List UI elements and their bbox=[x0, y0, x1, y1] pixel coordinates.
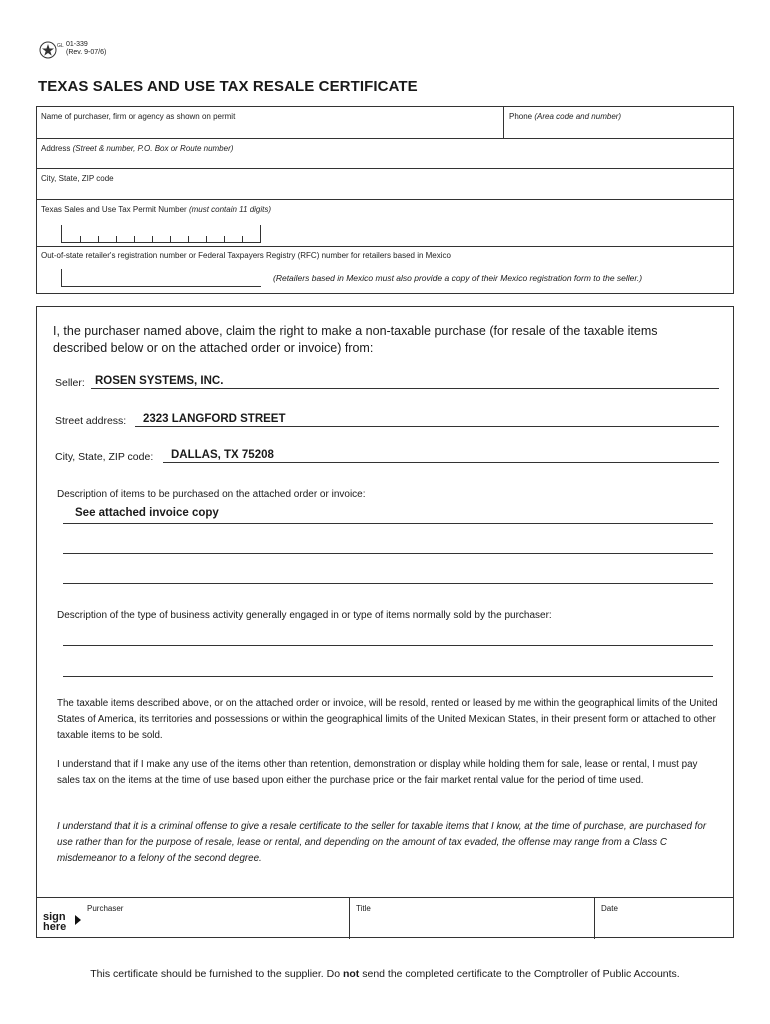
street-line bbox=[135, 426, 719, 427]
outofstate-label: Out-of-state retailer's registration number or Federal Taxpayers Registry (RFC) number for retailers based in Mexico bbox=[41, 251, 451, 260]
signature-row bbox=[37, 897, 733, 939]
address-label-text: Address bbox=[41, 144, 71, 153]
digit-tick bbox=[80, 236, 81, 242]
form-revision: (Rev. 9-07/6) bbox=[66, 49, 107, 56]
business-description-label: Description of the type of business activity generally engaged in or type of items normally sold by the purchaser: bbox=[57, 610, 552, 621]
seller-field[interactable] bbox=[55, 373, 719, 389]
form-header bbox=[38, 40, 138, 62]
page-title: TEXAS SALES AND USE TAX RESALE CERTIFICATE bbox=[38, 78, 418, 95]
digit-tick bbox=[98, 236, 99, 242]
phone-label[interactable] bbox=[509, 112, 621, 121]
title-field[interactable] bbox=[350, 898, 594, 939]
digit-tick bbox=[116, 236, 117, 242]
items-line[interactable] bbox=[63, 523, 713, 524]
city-state-zip-field[interactable] bbox=[55, 447, 719, 463]
digit-tick bbox=[206, 236, 207, 242]
city-state-zip-label: City, State, ZIP code: bbox=[55, 451, 154, 463]
footer-text-bold: not bbox=[342, 968, 360, 980]
outofstate-number-input[interactable] bbox=[61, 269, 261, 287]
street-field[interactable] bbox=[55, 411, 719, 427]
purchaser-signature-field[interactable] bbox=[37, 898, 349, 939]
footer-text-pre: This certificate should be furnished to the supplier. Do bbox=[90, 968, 343, 980]
seller-label: Seller: bbox=[55, 377, 85, 389]
city-label: City, State, ZIP code bbox=[41, 174, 114, 183]
digit-tick bbox=[170, 236, 171, 242]
claim-intro: I, the purchaser named above, claim the right to make a non-taxable purchase (for resale of the taxable items described below or on the attached order or invoice) from: bbox=[53, 324, 658, 355]
business-line[interactable] bbox=[63, 645, 713, 646]
use-tax-statement: I understand that if I make any use of the items other than retention, demonstration or display while holding them for sale, lease or rental, I must pay sales tax on the items at the time of use based upon either the purchase price or the fair market rental value for the period of time used. bbox=[57, 759, 698, 786]
seller-value: ROSEN SYSTEMS, INC. bbox=[95, 375, 224, 387]
permit-digit-boxes[interactable] bbox=[61, 225, 261, 243]
purchaser-label: Purchaser bbox=[87, 904, 124, 913]
digit-tick bbox=[242, 236, 243, 242]
seller-line bbox=[91, 388, 719, 389]
address-hint: (Street & number, P.O. Box or Route number) bbox=[72, 144, 234, 153]
digit-tick bbox=[134, 236, 135, 242]
here-word: here bbox=[43, 921, 67, 933]
phone-divider bbox=[503, 107, 504, 138]
arrow-right-icon bbox=[75, 915, 81, 925]
items-line[interactable] bbox=[63, 553, 713, 554]
items-description-value[interactable]: See attached invoice copy bbox=[75, 507, 219, 519]
sign-word: sign bbox=[43, 911, 66, 923]
mexico-note: (Retailers based in Mexico must also provide a copy of their Mexico registration form to the seller.) bbox=[273, 273, 643, 283]
resale-claim-box bbox=[36, 306, 734, 938]
permit-label-text: Texas Sales and Use Tax Permit Number bbox=[41, 205, 187, 214]
business-line[interactable] bbox=[63, 676, 713, 677]
date-field[interactable] bbox=[595, 898, 733, 939]
title-label: Title bbox=[356, 904, 371, 913]
items-description-label: Description of items to be purchased on the attached order or invoice: bbox=[57, 489, 366, 500]
texas-seal-icon bbox=[38, 40, 64, 60]
address-field[interactable] bbox=[37, 139, 733, 169]
address-label bbox=[41, 144, 233, 153]
svg-text:GL: GL bbox=[57, 43, 64, 49]
footer-note bbox=[0, 968, 770, 980]
digit-tick bbox=[224, 236, 225, 242]
form-number: 01-339 bbox=[66, 41, 88, 48]
city-state-zip-line bbox=[163, 462, 719, 463]
city-field[interactable] bbox=[37, 169, 733, 200]
purchaser-name-field[interactable] bbox=[37, 107, 733, 139]
permit-label bbox=[41, 205, 271, 214]
permit-hint: (must contain 11 digits) bbox=[188, 205, 272, 214]
purchaser-name-label: Name of purchaser, firm or agency as shown on permit bbox=[41, 112, 236, 121]
date-label: Date bbox=[601, 904, 618, 913]
digit-tick bbox=[152, 236, 153, 242]
sign-here-marker bbox=[43, 912, 66, 932]
phone-label-text: Phone bbox=[509, 112, 533, 121]
items-line[interactable] bbox=[63, 583, 713, 584]
city-state-zip-value: DALLAS, TX 75208 bbox=[171, 449, 274, 461]
footer-text-post: send the completed certificate to the Comptroller of Public Accounts. bbox=[359, 968, 680, 980]
phone-hint: (Area code and number) bbox=[534, 112, 622, 121]
digit-tick bbox=[188, 236, 189, 242]
purchaser-info-box bbox=[36, 106, 734, 294]
street-value: 2323 LANGFORD STREET bbox=[143, 413, 286, 425]
street-label: Street address: bbox=[55, 415, 127, 427]
form-code bbox=[66, 41, 106, 57]
criminal-offense-statement: I understand that it is a criminal offense to give a resale certificate to the seller for taxable items that I know, at the time of purchase, are purchased for use rather than for the purpose of resale, lease or rental, and depending on the amount of tax evaded, the offense may range from a Class C misdemeanor to a felony of the second degree. bbox=[57, 821, 707, 864]
resale-statement: The taxable items described above, or on the attached order or invoice, will be resold, rented or leased by me within the geographical limits of the United States of America, its territories and possessions or within the geographical limits of the United Mexican States, in their present form or attached to other taxable items to be sold. bbox=[57, 698, 718, 741]
